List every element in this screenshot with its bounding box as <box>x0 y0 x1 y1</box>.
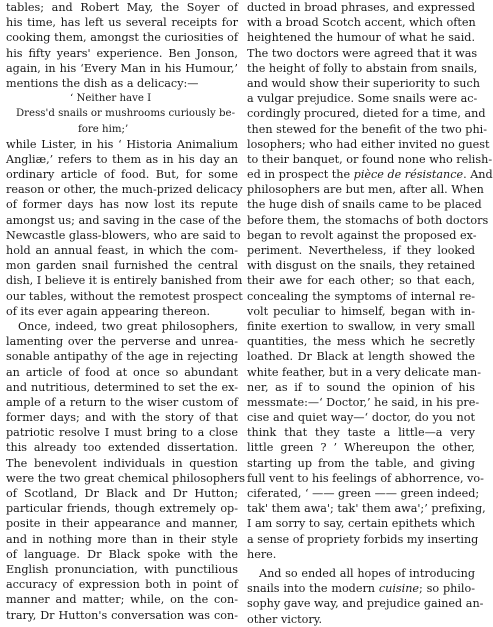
text-line: before them, the stomachs of both doctors <box>247 213 489 227</box>
text-line: ciferated, ‘ —— green —— green indeed; <box>247 487 480 500</box>
text-line: tables; and Robert May, the Soyer of <box>6 1 238 14</box>
text-line: starting up from the table, and giving <box>247 456 475 470</box>
text-line: began to revolt against the proposed ex- <box>247 228 477 242</box>
text-line: periment. Nevertheless, if they looked <box>247 244 475 257</box>
text-line: of language. Dr Black spoke with the <box>6 547 238 561</box>
text-line: dish, I believe it is entirely banished from <box>6 274 243 288</box>
text-line: of Scotland, Dr Black and Dr Hutton; <box>6 487 238 500</box>
text-line: cise and quiet way—‘ doctor, do you not <box>247 411 475 425</box>
text-line: and nutritious, determined to set the ex- <box>6 380 238 394</box>
text-line: And so ended all hopes of introducing <box>259 566 475 580</box>
text-line: losophers; who had either invited no guest <box>247 137 490 151</box>
text-line: particular friends, though extremely op- <box>6 502 238 516</box>
text-line: ner, as if to sound the opinion of his <box>247 380 475 394</box>
text-line: ‘ Neither have I <box>70 93 152 105</box>
text-line: sophy gave way, and prejudice gained an- <box>247 597 484 611</box>
text-line: amongst us; and saving in the case of the <box>6 213 242 227</box>
text-line: a sense of propriety forbids my inserting <box>247 532 479 546</box>
text-line: here. <box>247 547 277 561</box>
text-line: cooking them, amongst the curiosities of <box>6 31 238 45</box>
text-line: and in nothing more than in their style <box>6 532 238 546</box>
text-line: hold an annual feast, in which the com- <box>6 244 238 257</box>
text-line: posite in their appearance and manner, <box>6 517 238 531</box>
text-line: Once, indeed, two great philosophers, <box>18 319 238 333</box>
text-line: messmate:—‘ Doctor,’ he said, in his pre- <box>247 395 480 409</box>
text-line: then stewed for the benefit of the two phi- <box>247 122 488 136</box>
right-text-column <box>247 0 493 627</box>
text-line: our tables, without the remotest prospect <box>6 289 243 303</box>
text-line: an article of food at once so abundant <box>6 365 238 379</box>
text-line: ample of a return to the wiser custom of <box>6 395 238 409</box>
text-line: The two doctors were agreed that it was <box>247 46 478 60</box>
text-line: Dress'd snails or mushrooms curiously be- <box>16 108 236 120</box>
text-line: Angliæ,’ refers to them as in his day an <box>6 152 238 166</box>
text-line: think that they taste a little—a very <box>247 426 475 440</box>
text-line: philosophers are but men, after all. When <box>247 183 484 197</box>
text-line: ed in prospect the pièce de résistance. And <box>247 168 493 182</box>
text-line: the huge dish of snails came to be placed <box>247 198 482 212</box>
text-line: this already too extended dissertation. <box>6 441 238 455</box>
text-line: heightened the humour of what he said. <box>247 31 475 45</box>
text-line: accuracy of expression both in point of <box>6 578 238 592</box>
text-line: concealing the symptoms of internal re- <box>247 289 475 303</box>
text-line: with a broad Scotch accent, which often <box>247 16 476 30</box>
text-line: mon garden snail furnished the central <box>6 259 238 273</box>
text-line: loathed. Dr Black at length showed the <box>247 350 475 364</box>
text-line: snails into the modern cuisine; so philo- <box>247 582 475 596</box>
text-line: and would show their superiority to such <box>247 76 480 90</box>
text-line: their awe for each other; so that each, <box>247 274 475 288</box>
text-line: I am sorry to say, certain epithets which <box>247 517 476 531</box>
text-line: little green ? ’ Whereupon the other, <box>247 441 475 455</box>
text-line: volt peculiar to himself, began with in- <box>247 304 475 318</box>
text-line: white feather, but in a very delicate man- <box>247 365 481 379</box>
text-line: trary, Dr Hutton's conversation was con- <box>6 608 238 622</box>
text-line: lamenting over the perverse and unrea- <box>6 335 238 349</box>
text-line: his fifty years' experience. Ben Jonson, <box>6 46 238 60</box>
text-line: tak' them awa'; tak' them awa';’ prefixing, <box>247 502 486 516</box>
italic-phrase: cuisine <box>378 582 420 596</box>
italic-phrase: pièce de résistance <box>353 168 464 182</box>
text-line: ducted in broad phrases, and expressed <box>247 1 475 14</box>
text-line: mentions the dish as a delicacy:— <box>6 76 199 90</box>
text-line: cordingly procured, dieted for a time, and <box>247 107 486 121</box>
text-line: manner and matter; while, on the con- <box>6 593 238 607</box>
text-line: were the two great chemical philosophers <box>6 471 245 485</box>
left-text-column <box>6 0 245 623</box>
text-line: of former days has now lost its repute <box>6 198 238 212</box>
text-line: again, in his ‘Every Man in his Humour,’ <box>6 61 238 75</box>
text-line: patriotic resolve I must bring to a close <box>6 426 238 440</box>
text-line: sonable antipathy of the age in rejecting <box>6 350 238 364</box>
text-line: The benevolent individuals in question <box>6 456 238 470</box>
text-line: quantities, the mess which he secretly <box>247 335 475 349</box>
text-line: with disgust on the snails, they retained <box>247 259 475 273</box>
text-line: ordinary article of food. But, for some <box>6 168 238 182</box>
text-line: his time, has left us several receipts for <box>6 16 238 30</box>
text-line: of its ever again appearing thereon. <box>6 304 211 318</box>
text-line: English pronunciation, with punctilious <box>6 562 238 576</box>
text-line: full vent to his feelings of abhorrence, vo- <box>247 471 484 485</box>
text-line: fore him;’ <box>78 123 129 135</box>
text-line: other victory. <box>247 612 323 626</box>
text-line: Newcastle glass-blowers, who are said to <box>6 228 241 242</box>
text-line: finite exertion to swallow, in very small <box>247 319 475 333</box>
text-line: reason or other, the much-prized delicacy <box>6 183 243 197</box>
text-line: a vulgar prejudice. Some snails were ac- <box>247 92 478 106</box>
text-line: former days; and with the story of that <box>6 411 238 425</box>
text-line: to their banquet, or found none who relish- <box>247 152 493 166</box>
text-line: the height of folly to abstain from snails, <box>247 61 478 75</box>
text-line: while Lister, in his ‘ Historia Animalium <box>6 137 238 151</box>
